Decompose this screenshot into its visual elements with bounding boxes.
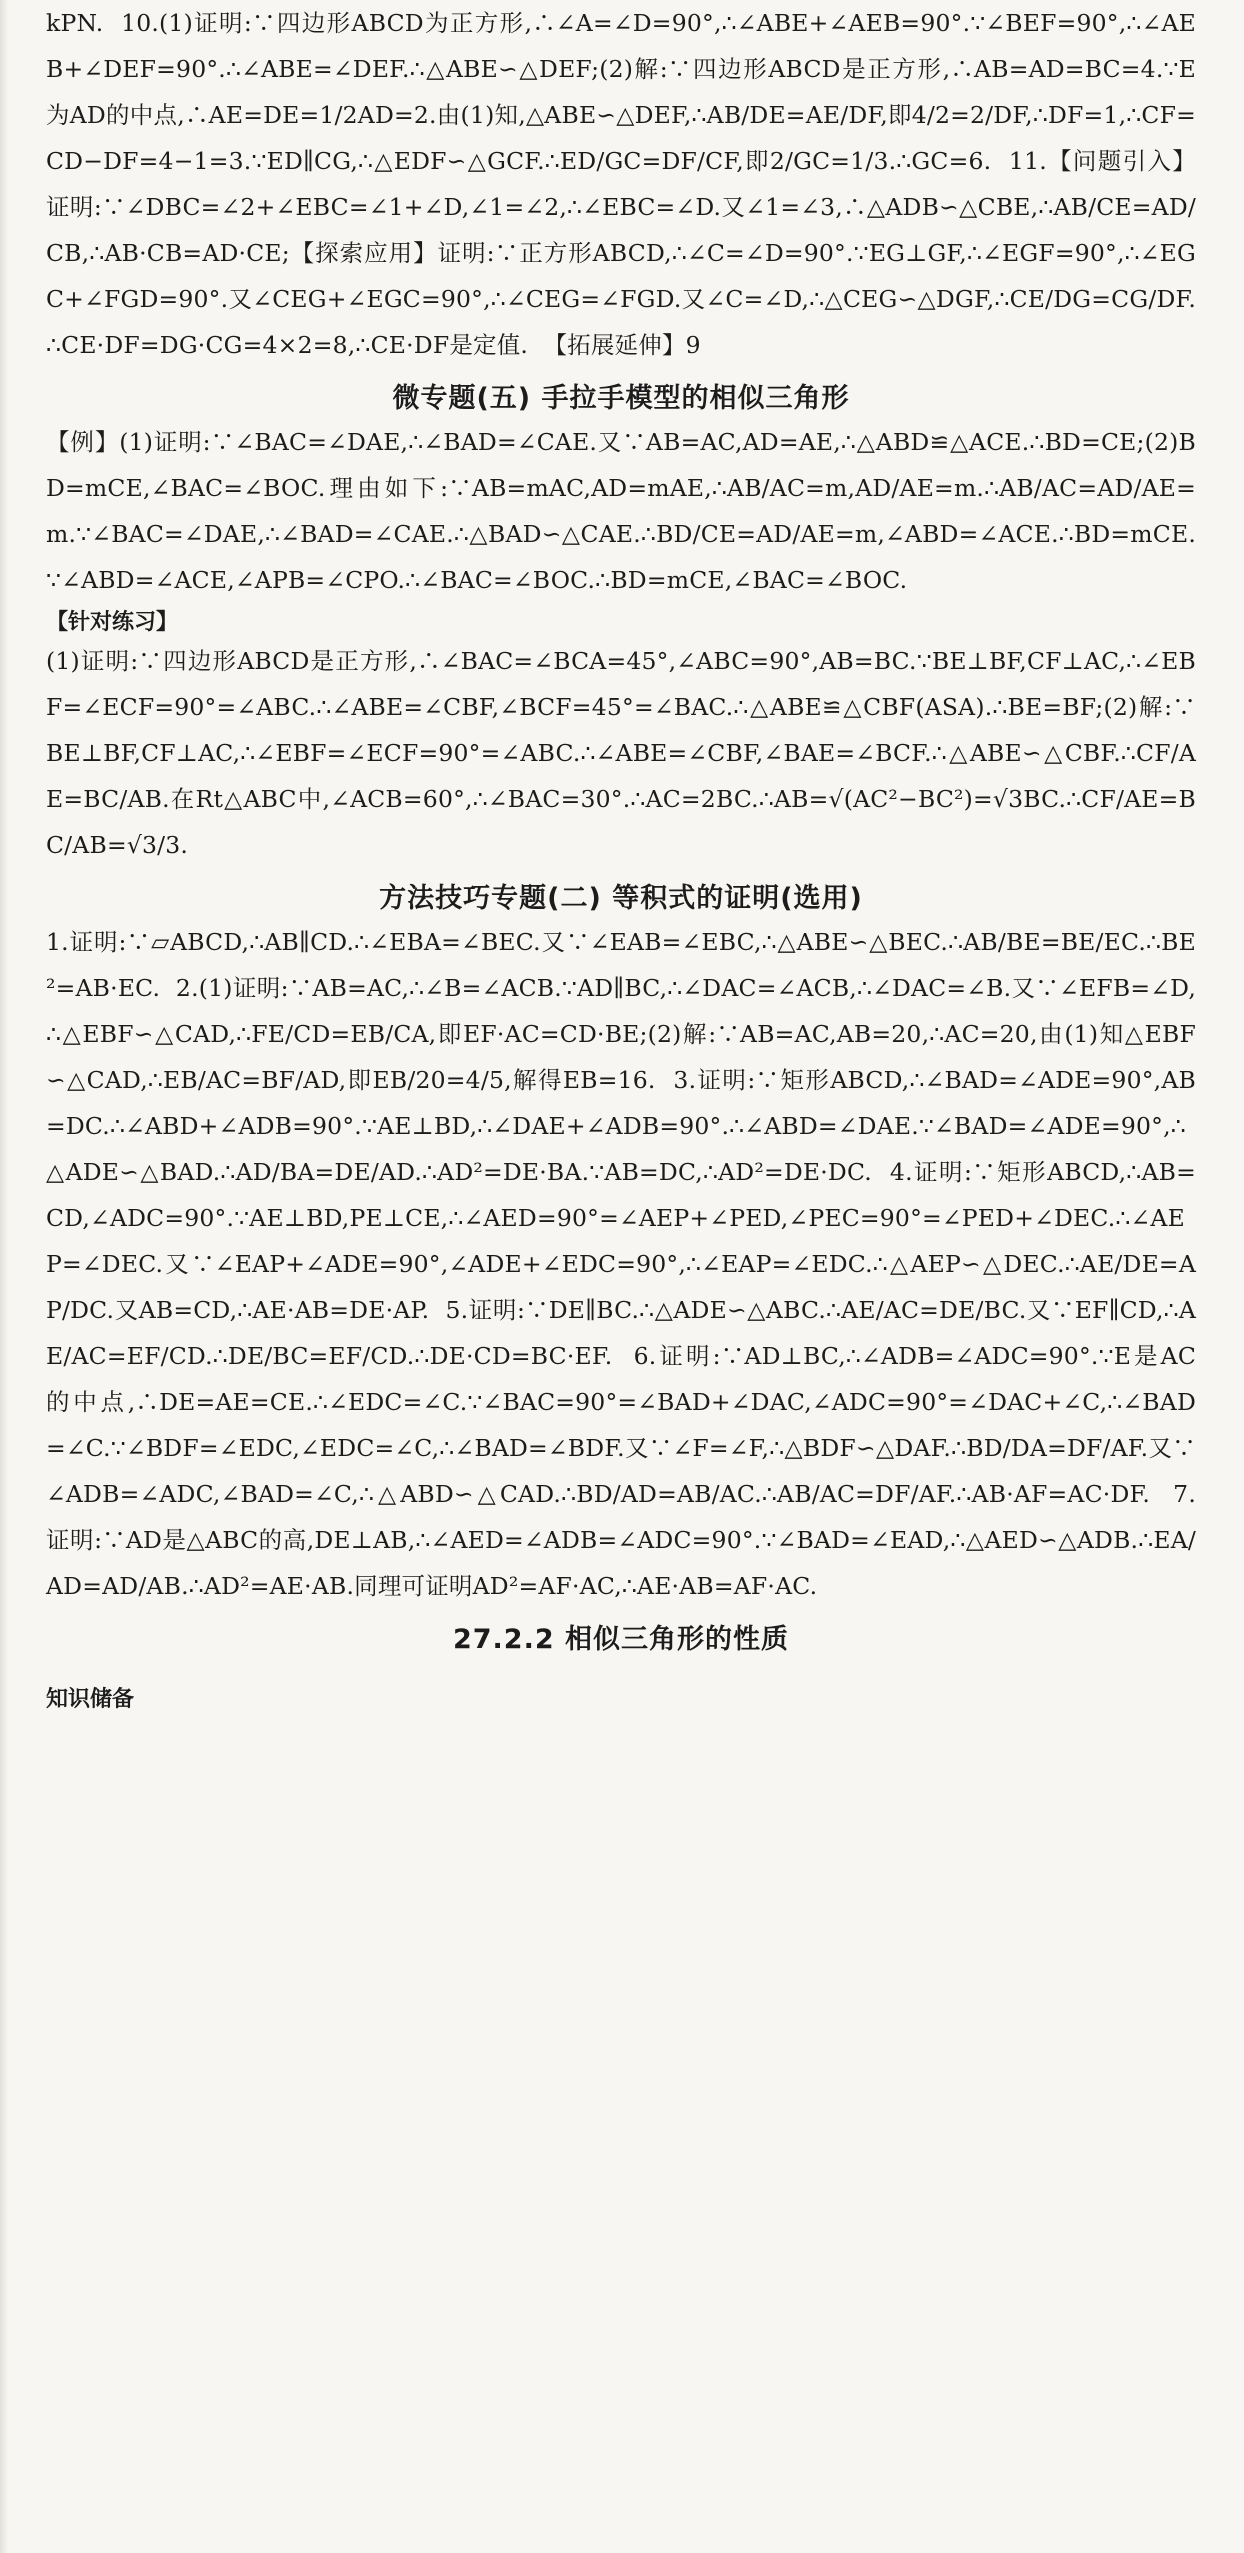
practice-label: 【针对练习】 <box>46 610 179 635</box>
practice-block: (1)证明:∵四边形ABCD是正方形,∴∠BAC=∠BCA=45°,∠ABC=90°,AB=BC.∵BE⊥BF,CF⊥AC,∴∠EBF=∠ECF=90°=∠ABC.∴∠ABE=∠CBF,∠BCF=45°=∠BAC.∴△ABE≌△CBF(ASA).∴BE=BF;(2)解:∵BE⊥BF,CF⊥AC,∴∠EBF=∠ECF=90°=∠ABC.∴∠ABE=∠CBF,∠BAE=∠BCF.∴△ABE∽△CBF.∴CF/AE=BC/AB.在Rt△ABC中,∠ACB=60°,∴∠BAC=30°.∴AC=2BC.∴AB=√(AC²−BC²)=√3BC.∴CF/AE=BC/AB=√3/3. <box>46 647 1196 859</box>
page-edge-shadow <box>0 0 8 2553</box>
heading-section-27-2-2: 27.2.2 相似三角形的性质 <box>452 1624 790 1655</box>
heading-micro-topic-5: 微专题(五) 手拉手模型的相似三角形 <box>392 383 850 414</box>
knowledge-label: 知识储备 <box>46 1687 135 1712</box>
example-block: 【例】(1)证明:∵∠BAC=∠DAE,∴∠BAD=∠CAE.又∵AB=AC,AD=AE,∴△ABD≌△ACE.∴BD=CE;(2)BD=mCE,∠BAC=∠BOC.理由如下:∵AB=mAC,AD=mAE,∴AB/AC=m,AD/AE=m.∴AB/AC=AD/AE=m.∵∠BAC=∠DAE,∴∠BAD=∠CAE.∴△BAD∽△CAE.∴BD/CE=AD/AE=m,∠ABD=∠ACE.∴BD=mCE.∵∠ABD=∠ACE,∠APB=∠CPO.∴∠BAC=∠BOC.∴BD=mCE,∠BAC=∠BOC. <box>46 428 1196 594</box>
document-content <box>46 0 1196 1713</box>
method-answers: 1.证明:∵▱ABCD,∴AB∥CD.∴∠EBA=∠BEC.又∵∠EAB=∠EBC,∴△ABE∽△BEC.∴AB/BE=BE/EC.∴BE²=AB·EC. 2.(1)证明:∵AB=AC,∴∠B=∠ACB.∵AD∥BC,∴∠DAC=∠ACB,∴∠DAC=∠B.又∵∠EFB=∠D,∴△EBF∽△CAD,∴FE/CD=EB/CA,即EF·AC=CD·BE;(2)解:∵AB=AC,AB=20,∴AC=20,由(1)知△EBF∽△CAD,∴EB/AC=BF/AD,即EB/20=4/5,解得EB=16. 3.证明:∵矩形ABCD,∴∠BAD=∠ADE=90°,AB=DC.∴∠ABD+∠ADB=90°.∵AE⊥BD,∴∠DAE+∠ADB=90°.∴∠ABD=∠DAE.∵∠BAD=∠ADE=90°,∴△ADE∽△BAD.∴AD/BA=DE/AD.∴AD²=DE·BA.∵AB=DC,∴AD²=DE·DC. 4.证明:∵矩形ABCD,∴AB=CD,∠ADC=90°.∵AE⊥BD,PE⊥CE,∴∠AED=90°=∠AEP+∠PED,∠PEC=90°=∠PED+∠DEC.∴∠AEP=∠DEC.又∵∠EAP+∠ADE=90°,∠ADE+∠EDC=90°,∴∠EAP=∠EDC.∴△AEP∽△DEC.∴AE/DE=AP/DC.又AB=CD,∴AE·AB=DE·AP. 5.证明:∵DE∥BC.∴△ADE∽△ABC.∴AE/AC=DE/BC.又∵EF∥CD,∴AE/AC=EF/CD.∴DE/BC=EF/CD.∴DE·CD=BC·EF. 6.证明:∵AD⊥BC,∴∠ADB=∠ADC=90°.∵E是AC的中点,∴DE=AE=CE.∴∠EDC=∠C.∵∠BAC=90°=∠BAD+∠DAC,∠ADC=90°=∠DAC+∠C,∴∠BAD=∠C.∵∠BDF=∠EDC,∠EDC=∠C,∴∠BAD=∠BDF.又∵∠F=∠F,∴△BDF∽△DAF.∴BD/DA=DF/AF.又∵∠ADB=∠ADC,∠BAD=∠C,∴△ABD∽△CAD.∴BD/AD=AB/AC.∴AB/AC=DF/AF.∴AB·AF=AC·DF. 7.证明:∵AD是△ABC的高,DE⊥AB,∴∠AED=∠ADB=∠ADC=90°.∵∠BAD=∠EAD,∴△AED∽△ADB.∴EA/AD=AD/AB.∴AD²=AE·AB.同理可证明AD²=AF·AC,∴AE·AB=AF·AC. <box>46 928 1196 1600</box>
heading-method-topic-2: 方法技巧专题(二) 等积式的证明(选用) <box>379 883 863 914</box>
answer-10-11: kPN. 10.(1)证明:∵四边形ABCD为正方形,∴∠A=∠D=90°,∴∠ABE+∠AEB=90°.∵∠BEF=90°,∴∠AEB+∠DEF=90°.∴∠ABE=∠DEF.∴△ABE∽△DEF;(2)解:∵四边形ABCD是正方形,∴AB=AD=BC=4.∵E为AD的中点,∴AE=DE=1/2AD=2.由(1)知,△ABE∽△DEF,∴AB/DE=AE/DF,即4/2=2/DF,∴DF=1,∴CF=CD−DF=4−1=3.∵ED∥CG,∴△EDF∽△GCF.∴ED/GC=DF/CF,即2/GC=1/3.∴GC=6. 11.【问题引入】证明:∵∠DBC=∠2+∠EBC=∠1+∠D,∠1=∠2,∴∠EBC=∠D.又∠1=∠3,∴△ADB∽△CBE,∴AB/CE=AD/CB,∴AB·CB=AD·CE;【探索应用】证明:∵正方形ABCD,∴∠C=∠D=90°.∵EG⊥GF,∴∠EGF=90°,∴∠EGC+∠FGD=90°.又∠CEG+∠EGC=90°,∴∠CEG=∠FGD.又∠C=∠D,∴△CEG∽△DGF,∴CE/DG=CG/DF.∴CE·DF=DG·CG=4×2=8,∴CE·DF是定值. 【拓展延伸】9 <box>46 9 1196 359</box>
